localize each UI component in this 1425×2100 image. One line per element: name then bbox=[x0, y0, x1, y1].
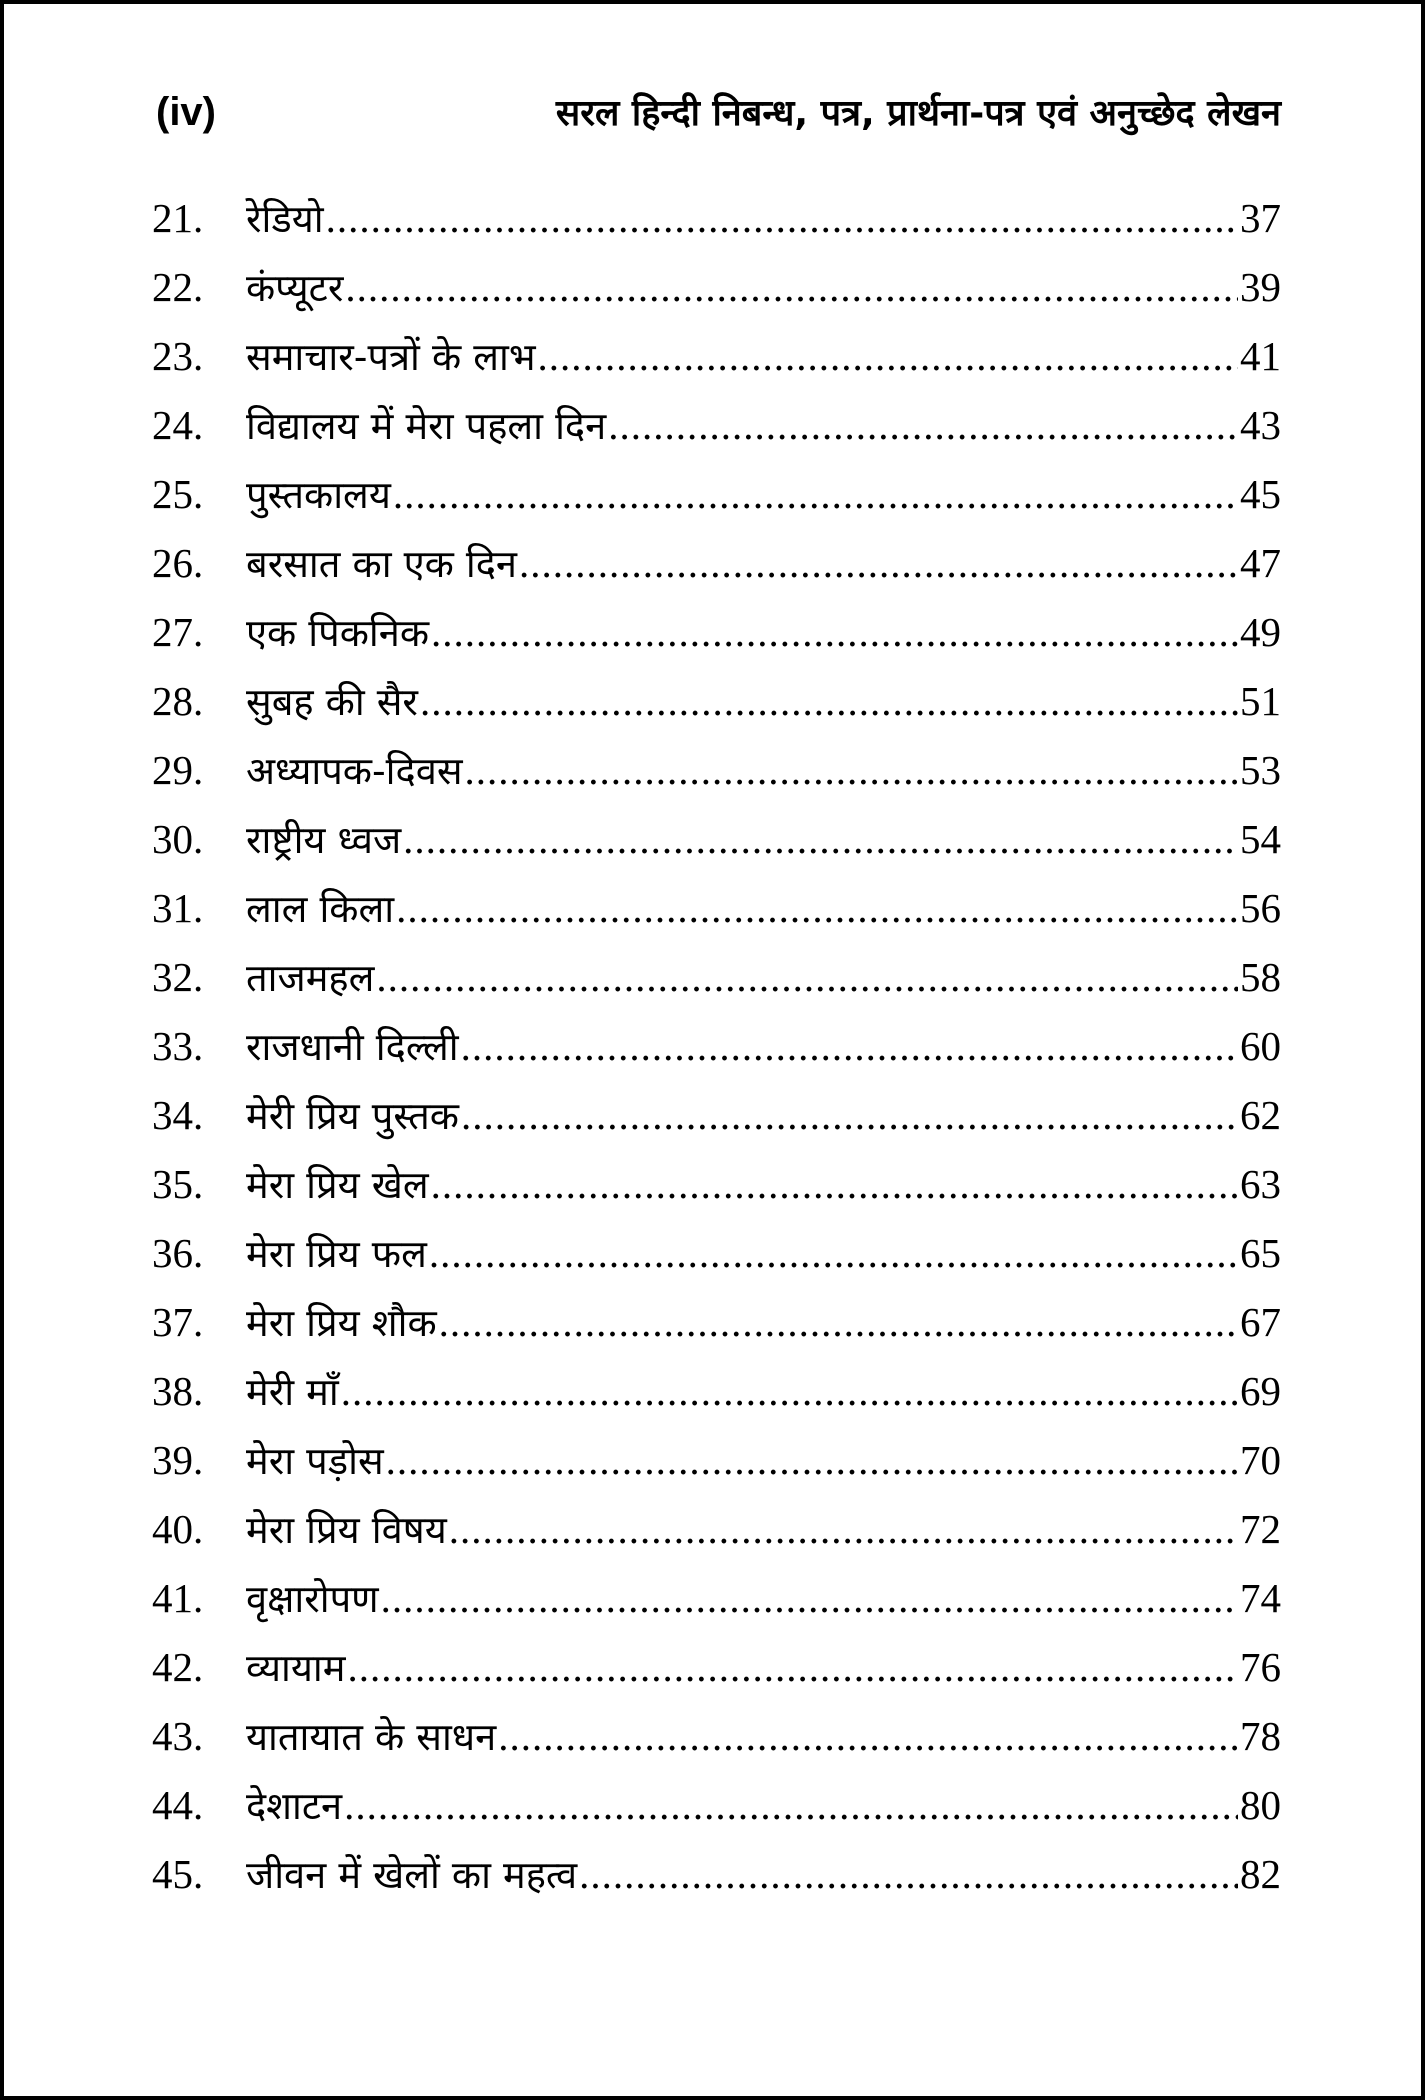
toc-entry-number: 25. bbox=[152, 471, 204, 517]
toc-entry bbox=[152, 1848, 1281, 1917]
dot-leader bbox=[429, 1229, 1238, 1277]
toc-entry-title: व्यायाम bbox=[246, 1646, 346, 1690]
toc-entry-title: पुस्तकालय bbox=[246, 473, 391, 517]
page-folio: (iv) bbox=[156, 90, 216, 134]
toc-entry bbox=[152, 1020, 1281, 1089]
toc-entry-number: 39. bbox=[152, 1437, 204, 1483]
dot-leader bbox=[420, 677, 1238, 725]
dot-leader bbox=[376, 953, 1238, 1001]
toc-entry-number: 34. bbox=[152, 1092, 204, 1138]
dot-leader bbox=[341, 1367, 1238, 1415]
toc-entry bbox=[152, 399, 1281, 468]
toc-entry-number: 32. bbox=[152, 954, 204, 1000]
dot-leader bbox=[431, 608, 1238, 656]
dot-leader bbox=[579, 1850, 1238, 1898]
toc-entry-title: राष्ट्रीय ध्वज bbox=[246, 818, 402, 862]
book-title: सरल हिन्दी निबन्ध, पत्र, प्रार्थना-पत्र एवं अनुच्छेद लेखन bbox=[555, 93, 1281, 134]
toc-entry-number: 23. bbox=[152, 333, 204, 379]
toc-entry bbox=[152, 537, 1281, 606]
dot-leader bbox=[345, 263, 1238, 311]
toc-entry-page: 62 bbox=[1240, 1092, 1281, 1138]
toc-entry-page: 49 bbox=[1240, 609, 1281, 655]
toc-entry-title: मेरी प्रिय पुस्तक bbox=[246, 1094, 459, 1138]
toc-entry-title: मेरा पड़ोस bbox=[246, 1439, 384, 1483]
toc-entry-page: 51 bbox=[1240, 678, 1281, 724]
dot-leader bbox=[431, 1160, 1238, 1208]
toc-entry bbox=[152, 744, 1281, 813]
toc-entry bbox=[152, 1158, 1281, 1227]
dot-leader bbox=[381, 1574, 1238, 1622]
dot-leader bbox=[344, 1781, 1238, 1829]
toc-entry-title: यातायात के साधन bbox=[246, 1715, 497, 1759]
toc-entry-number: 41. bbox=[152, 1575, 204, 1621]
toc-entry-title: बरसात का एक दिन bbox=[246, 542, 518, 586]
toc-entry bbox=[152, 675, 1281, 744]
toc-entry-number: 43. bbox=[152, 1713, 204, 1759]
toc-entry-title: एक पिकनिक bbox=[246, 611, 430, 655]
dot-leader bbox=[403, 815, 1238, 863]
toc-entry-page: 41 bbox=[1240, 333, 1281, 379]
dot-leader bbox=[498, 1712, 1238, 1760]
dot-leader bbox=[439, 1298, 1238, 1346]
toc-entry-title: मेरा प्रिय फल bbox=[246, 1232, 427, 1276]
dot-leader bbox=[461, 1091, 1238, 1139]
toc-entry-title: ताजमहल bbox=[246, 956, 375, 1000]
toc-entry-page: 39 bbox=[1240, 264, 1281, 310]
toc-entry-page: 74 bbox=[1240, 1575, 1281, 1621]
toc-entry-page: 54 bbox=[1240, 816, 1281, 862]
toc-entry-page: 63 bbox=[1240, 1161, 1281, 1207]
toc-entry-title: रेडियो bbox=[246, 197, 324, 241]
toc-entry-title: लाल किला bbox=[246, 887, 395, 931]
dot-leader bbox=[461, 1022, 1238, 1070]
toc-entry-title: राजधानी दिल्ली bbox=[246, 1025, 459, 1069]
toc-entry bbox=[152, 1503, 1281, 1572]
toc-entry-page: 67 bbox=[1240, 1299, 1281, 1345]
toc-entry-title: देशाटन bbox=[246, 1784, 343, 1828]
toc-entry-number: 44. bbox=[152, 1782, 204, 1828]
toc-entry-number: 33. bbox=[152, 1023, 204, 1069]
toc-entry bbox=[152, 1572, 1281, 1641]
toc-entry-page: 82 bbox=[1240, 1851, 1281, 1897]
dot-leader bbox=[449, 1505, 1238, 1553]
toc-entry-number: 21. bbox=[152, 195, 204, 241]
toc-entry-title: सुबह की सैर bbox=[246, 680, 418, 724]
toc-entry-page: 60 bbox=[1240, 1023, 1281, 1069]
dot-leader bbox=[519, 539, 1238, 587]
toc-entry-number: 22. bbox=[152, 264, 204, 310]
dot-leader bbox=[347, 1643, 1238, 1691]
dot-leader bbox=[326, 194, 1238, 242]
toc-entry bbox=[152, 468, 1281, 537]
toc-entry-number: 38. bbox=[152, 1368, 204, 1414]
toc-entry-page: 45 bbox=[1240, 471, 1281, 517]
toc-entry-title: कंप्यूटर bbox=[246, 266, 344, 310]
toc-entry-number: 37. bbox=[152, 1299, 204, 1345]
toc-entry bbox=[152, 1365, 1281, 1434]
toc-entry-page: 43 bbox=[1240, 402, 1281, 448]
toc-entry-number: 24. bbox=[152, 402, 204, 448]
table-of-contents bbox=[152, 192, 1281, 1917]
dot-leader bbox=[386, 1436, 1238, 1484]
toc-entry-number: 35. bbox=[152, 1161, 204, 1207]
toc-entry-number: 45. bbox=[152, 1851, 204, 1897]
toc-entry-number: 27. bbox=[152, 609, 204, 655]
toc-entry bbox=[152, 1710, 1281, 1779]
toc-entry-title: जीवन में खेलों का महत्व bbox=[246, 1853, 578, 1897]
toc-entry-title: मेरा प्रिय विषय bbox=[246, 1508, 447, 1552]
toc-entry-number: 42. bbox=[152, 1644, 204, 1690]
toc-entry-page: 72 bbox=[1240, 1506, 1281, 1552]
toc-entry-page: 70 bbox=[1240, 1437, 1281, 1483]
toc-entry-title: अध्यापक-दिवस bbox=[246, 749, 463, 793]
toc-entry-title: मेरा प्रिय शौक bbox=[246, 1301, 437, 1345]
toc-entry bbox=[152, 1641, 1281, 1710]
toc-entry-page: 58 bbox=[1240, 954, 1281, 1000]
toc-entry-page: 76 bbox=[1240, 1644, 1281, 1690]
toc-entry-page: 53 bbox=[1240, 747, 1281, 793]
toc-entry-page: 56 bbox=[1240, 885, 1281, 931]
toc-entry bbox=[152, 1434, 1281, 1503]
toc-entry-title: विद्यालय में मेरा पहला दिन bbox=[246, 404, 607, 448]
toc-entry bbox=[152, 1089, 1281, 1158]
toc-entry bbox=[152, 330, 1281, 399]
dot-leader bbox=[396, 884, 1238, 932]
toc-entry bbox=[152, 813, 1281, 882]
running-header bbox=[156, 86, 1281, 146]
toc-entry-number: 28. bbox=[152, 678, 204, 724]
dot-leader bbox=[465, 746, 1238, 794]
toc-entry-page: 78 bbox=[1240, 1713, 1281, 1759]
dot-leader bbox=[393, 470, 1238, 518]
toc-entry bbox=[152, 192, 1281, 261]
dot-leader bbox=[608, 401, 1238, 449]
toc-entry-title: मेरा प्रिय खेल bbox=[246, 1163, 429, 1207]
toc-entry-title: समाचार-पत्रों के लाभ bbox=[246, 335, 536, 379]
toc-entry-number: 36. bbox=[152, 1230, 204, 1276]
toc-entry-number: 29. bbox=[152, 747, 204, 793]
toc-entry-title: वृक्षारोपण bbox=[246, 1577, 379, 1621]
toc-entry-page: 47 bbox=[1240, 540, 1281, 586]
toc-entry bbox=[152, 951, 1281, 1020]
toc-entry bbox=[152, 261, 1281, 330]
toc-entry-title: मेरी माँ bbox=[246, 1370, 339, 1414]
toc-entry-page: 69 bbox=[1240, 1368, 1281, 1414]
toc-entry bbox=[152, 882, 1281, 951]
toc-entry-number: 31. bbox=[152, 885, 204, 931]
toc-entry bbox=[152, 1227, 1281, 1296]
toc-entry-page: 37 bbox=[1240, 195, 1281, 241]
toc-entry-number: 40. bbox=[152, 1506, 204, 1552]
toc-entry bbox=[152, 1779, 1281, 1848]
toc-entry bbox=[152, 1296, 1281, 1365]
toc-entry-page: 65 bbox=[1240, 1230, 1281, 1276]
toc-entry bbox=[152, 606, 1281, 675]
toc-entry-page: 80 bbox=[1240, 1782, 1281, 1828]
dot-leader bbox=[538, 332, 1238, 380]
toc-entry-number: 30. bbox=[152, 816, 204, 862]
toc-entry-number: 26. bbox=[152, 540, 204, 586]
